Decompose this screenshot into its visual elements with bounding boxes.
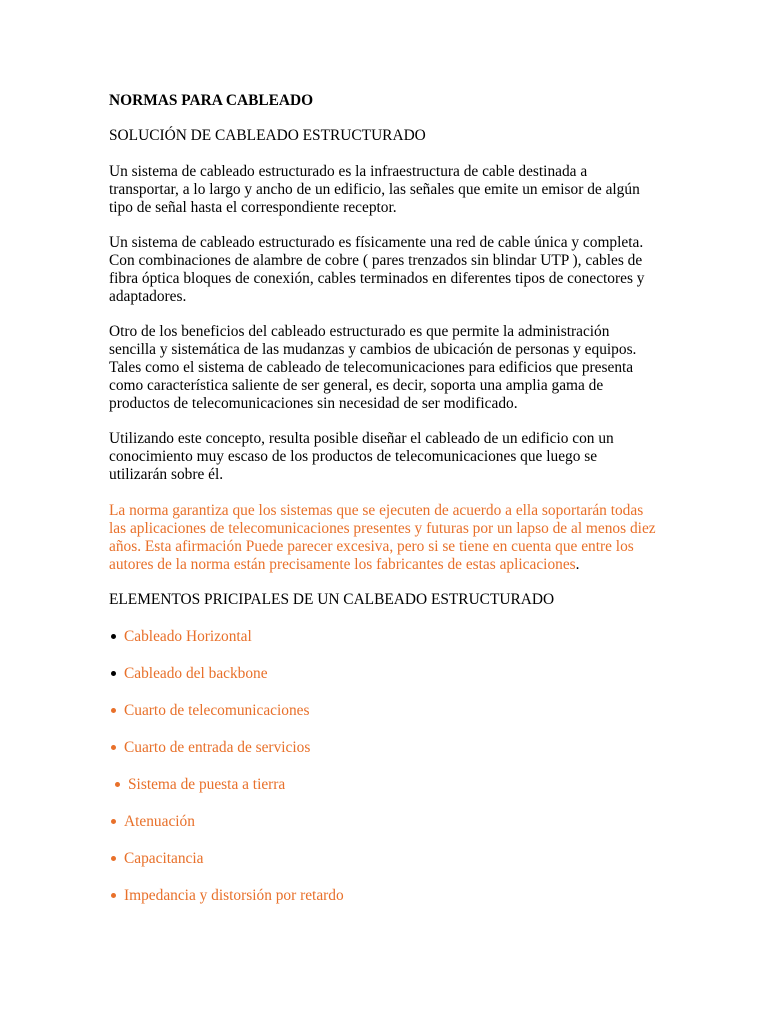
bullet-icon (111, 671, 116, 676)
list-item-label: Sistema de puesta a tierra (128, 776, 286, 793)
list-item-label: Cuarto de telecomunicaciones (124, 702, 310, 719)
highlight-paragraph-text: La norma garantiza que los sistemas que se ejecuten de acuerdo a ella soportarán todas las aplicaciones de telecomunicaciones presentes y futuras por un lapso de al menos diez años. Esta afirmación Puede parecer excesiva, pero si se tiene en cuenta que entre los autores de la norma están precisamente los fabricantes de estas aplicaciones (109, 502, 656, 573)
bullet-icon (111, 819, 116, 824)
list-item (109, 702, 629, 720)
bullet-icon (111, 856, 116, 861)
list-item (109, 628, 629, 646)
bullet-icon (111, 708, 116, 713)
list-heading: ELEMENTOS PRICIPALES DE UN CALBEADO ESTRUCTURADO (109, 591, 555, 608)
list-item-label: Cableado Horizontal (124, 628, 252, 645)
list-item (109, 813, 629, 831)
list-item-label: Cuarto de entrada de servicios (124, 739, 311, 756)
list-item-label: Impedancia y distorsión por retardo (124, 887, 344, 904)
paragraph-4: Utilizando este concepto, resulta posible diseñar el cableado de un edificio con un conocimiento muy escaso de los productos de telecomunicaciones que luego se utilizarán sobre él. (109, 430, 614, 483)
bullet-icon (111, 893, 116, 898)
list-item (109, 850, 629, 868)
list-item-label: Atenuación (124, 813, 195, 830)
bullet-icon (111, 745, 116, 750)
list-item (109, 776, 629, 794)
document-title: NORMAS PARA CABLEADO (109, 92, 314, 109)
document-subtitle: SOLUCIÓN DE CABLEADO ESTRUCTURADO (109, 127, 426, 144)
list-item-label: Capacitancia (124, 850, 204, 867)
highlight-paragraph-end: . (575, 556, 580, 573)
paragraph-1: Un sistema de cableado estructurado es la infraestructura de cable destinada a transportar, a lo largo y ancho de un edificio, las señales que emite un emisor de algún tipo de señal hasta el correspondiente receptor. (109, 163, 640, 216)
bullet-icon (111, 634, 116, 639)
paragraph-2: Un sistema de cableado estructurado es físicamente una red de cable única y completa. Con combinaciones de alambre de cobre ( pares trenzados sin blindar UTP ), cables de fibra óptica bloques de conexión, cables terminados en diferentes tipos de conectores y adaptadores. (109, 234, 645, 305)
list-item (109, 739, 629, 757)
paragraph-3: Otro de los beneficios del cableado estructurado es que permite la administración sencilla y sistemática de las mudanzas y cambios de ubicación de personas y equipos. Tales como el sistema de cableado de telecomunicaciones para edificios que presenta como característica saliente de ser general, es decir, soporta una amplia gama de productos de telecomunicaciones sin necesidad de ser modificado. (109, 323, 637, 412)
list-item (109, 665, 629, 683)
highlight-paragraph (109, 502, 657, 574)
bullet-icon (115, 782, 120, 787)
list-item-label: Cableado del backbone (124, 665, 268, 682)
list-item (109, 887, 629, 905)
